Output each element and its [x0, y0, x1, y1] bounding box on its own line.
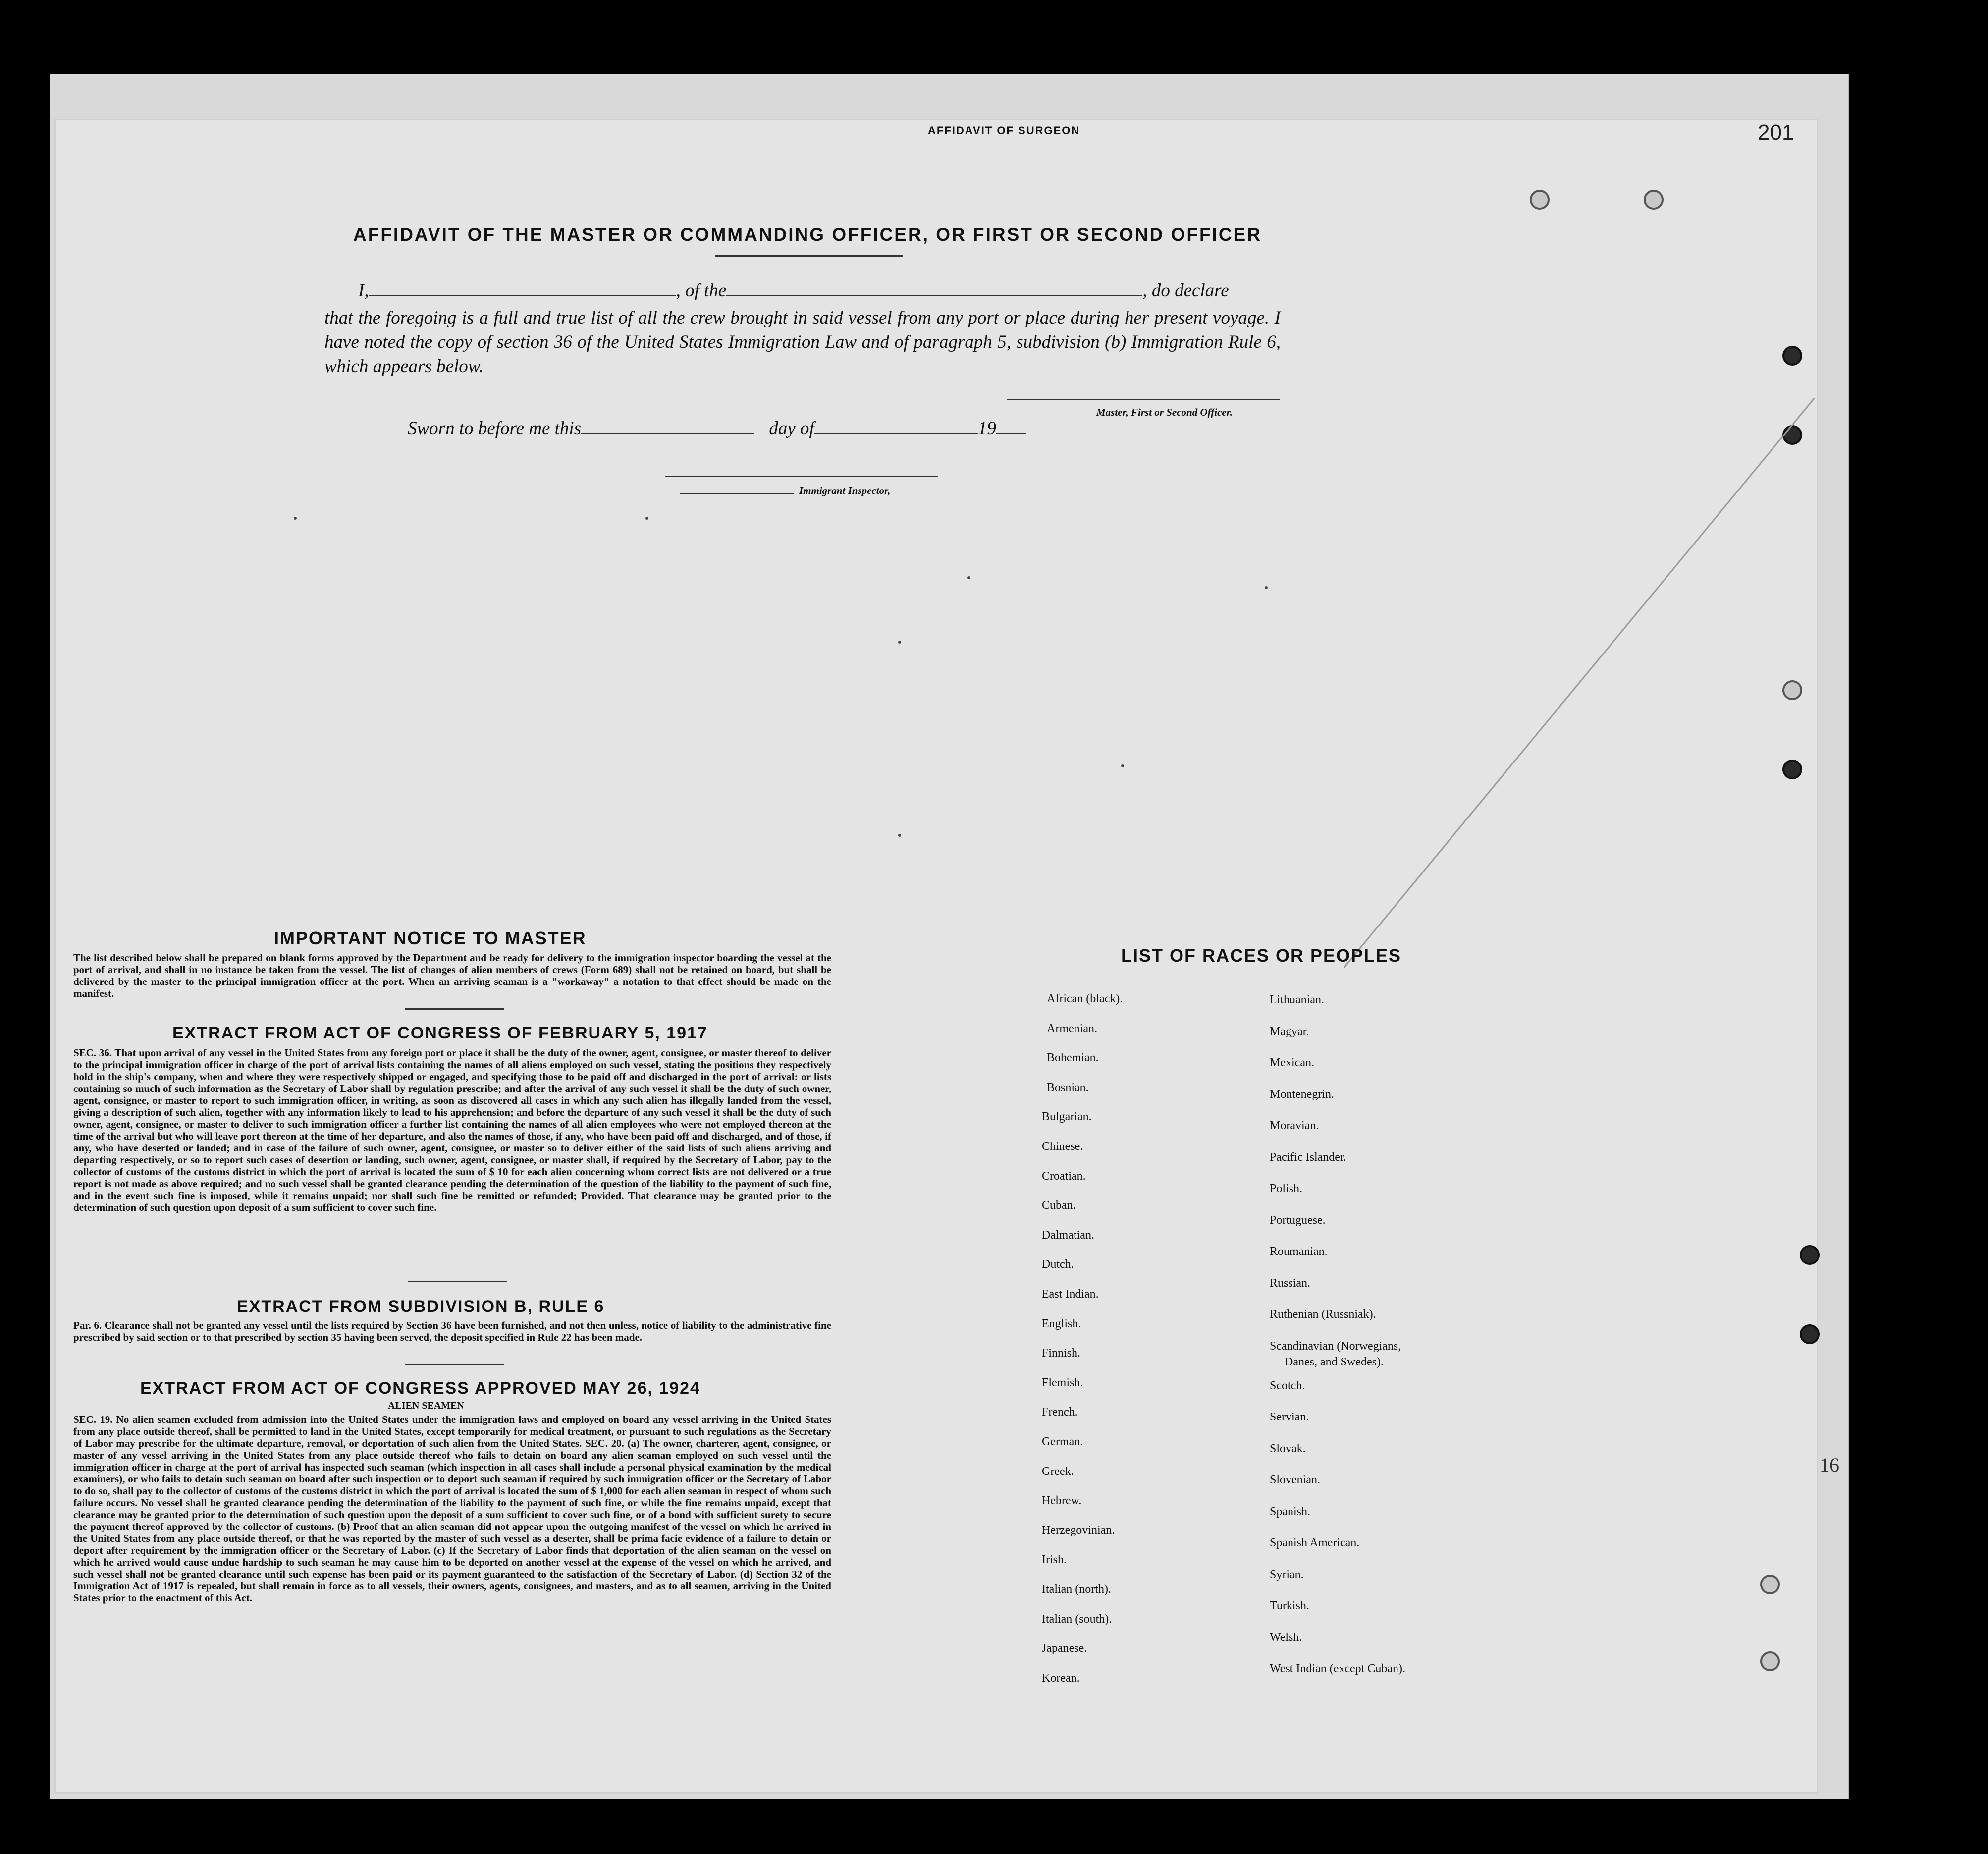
race-item: German.	[1042, 1435, 1083, 1448]
race-item: Spanish.	[1270, 1505, 1311, 1518]
race-item: Greek.	[1042, 1465, 1074, 1478]
inspector-line	[680, 493, 794, 494]
stray-mark	[898, 834, 901, 837]
stray-mark	[967, 576, 970, 579]
extract-1924-title: EXTRACT FROM ACT OF CONGRESS APPROVED MAY 26, 1924	[140, 1379, 700, 1398]
stray-mark	[294, 517, 297, 520]
race-item: Italian (north).	[1042, 1583, 1111, 1596]
extract-1917-body: SEC. 36. That upon arrival of any vessel in the United States from any foreign port or place it shall be the duty of the owner, agent, consignee, or master thereof to deliver to the principal immigration officer in charge of the port of arrival lists containing the names of all aliens employed on such vessel, stating the positions they respectively hold in the ship's company, when and where they were respectively shipped or engaged, and specifying those to be paid off and discharged in the port of arrival: or lists containing so much of such information as the Secretary of Labor shall by regulation prescribe; and after the arrival of any such vessel it shall be the duty of such owner, agent, consignee, or master to report to such immigration officer, in writing, as soon as discovered all cases in which any such alien has illegally landed from the vessel, giving a description of such alien, together with any information likely to lead to his apprehension; and before the departure of any such vessel it shall be the duty of such owner, agent, consignee, or master to deliver to such immigration officer a further list containing the names of all alien employees who were not employed thereon at the time of the arrival but who will leave port thereon at the time of her departure, and also the names of those, if any, who have been paid off and discharged, and of those, if any, who have deserted or landed; and in case of the failure of such owner, agent, consignee, or master so to deliver either of the said lists of such aliens arriving and departing respectively, or so to report such cases of desertion or landing, such owner, agent, consignee, or master shall, if required by the Secretary of Labor, pay to the collector of customs of the customs district in which the port of arrival is located the sum of $ 10 for each alien concerning whom correct lists are not delivered or a true report is not made as above required; and no such vessel shall be granted clearance pending the determination of the question of the liability to the payment of such fine, and in the event such fine is imposed, while it remains unpaid; nor shall such fine be remitted or refunded; Provided. That clearance may be granted prior to the determination of such question upon deposit of a sum sufficient to cover such fine.	[73, 1047, 831, 1213]
affidavit-title: AFFIDAVIT OF THE MASTER OR COMMANDING OFFICER, OR FIRST OR SECOND OFFICER	[353, 224, 1262, 245]
stray-mark	[1265, 586, 1268, 589]
inspector-caption: Immigrant Inspector,	[799, 485, 891, 496]
page-number: 201	[1758, 120, 1794, 145]
race-item: Ruthenian (Russniak).	[1270, 1308, 1376, 1321]
title-rule	[715, 255, 903, 257]
race-item: Finnish.	[1042, 1347, 1081, 1360]
race-item: West Indian (except Cuban).	[1270, 1662, 1405, 1675]
race-item: Flemish.	[1042, 1376, 1083, 1389]
race-item: Russian.	[1270, 1276, 1311, 1290]
stray-mark	[645, 517, 648, 520]
race-item: Lithuanian.	[1270, 993, 1324, 1006]
section-rule	[405, 1008, 504, 1010]
race-item: Polish.	[1270, 1182, 1303, 1195]
race-item: Moravian.	[1270, 1119, 1319, 1132]
race-item: Mexican.	[1270, 1056, 1314, 1069]
top-title: AFFIDAVIT OF SURGEON	[928, 124, 1080, 137]
race-item: Cuban.	[1042, 1199, 1076, 1212]
race-item: Croatian.	[1042, 1169, 1086, 1183]
race-item: Bohemian.	[1047, 1051, 1099, 1065]
sworn-line: Sworn to before me this day of 19	[408, 418, 1026, 439]
race-item: Armenian.	[1047, 1022, 1097, 1035]
races-title: LIST OF RACES OR PEOPLES	[1121, 945, 1402, 966]
race-item: Magyar.	[1270, 1025, 1309, 1038]
extract-1917-title: EXTRACT FROM ACT OF CONGRESS OF FEBRUARY 5, 1917	[172, 1024, 708, 1042]
affidavit-i-label: I, , of the , do declare	[358, 280, 1229, 301]
race-item: African (black).	[1047, 992, 1123, 1005]
stray-mark	[898, 641, 901, 644]
race-item: English.	[1042, 1317, 1081, 1330]
race-item: Korean.	[1042, 1671, 1080, 1685]
punch-hole	[1760, 1651, 1780, 1671]
extract-1924-subtitle: ALIEN SEAMEN	[388, 1400, 464, 1411]
rule6-body: Par. 6. Clearance shall not be granted any vessel until the lists required by Section 36 have been furnished, and not then unless, notice of liability to the administrative fine prescribed by said section or to that prescribed by section 35 having been served, the deposit specified in Rule 22 has been made.	[73, 1319, 831, 1343]
affidavit-body: that the foregoing is a full and true list of all the crew brought in said vessel from any port or place during her present voyage. I have noted the copy of section 36 of the United States Immigration Law and of paragraph 5, subdivision (b) Immigration Rule 6, which appears below.	[324, 308, 1281, 377]
punch-hole	[1644, 190, 1664, 210]
punch-hole	[1782, 346, 1802, 366]
race-item: Dutch.	[1042, 1258, 1074, 1271]
inspector-line-top	[665, 476, 938, 477]
race-item: Slovenian.	[1270, 1473, 1320, 1486]
race-item: Portuguese.	[1270, 1213, 1326, 1227]
rule6-title: EXTRACT FROM SUBDIVISION B, RULE 6	[237, 1297, 605, 1316]
race-item: Welsh.	[1270, 1631, 1302, 1644]
race-item: Scandinavian (Norwegians,	[1270, 1339, 1401, 1353]
signature-caption: Master, First or Second Officer.	[1096, 406, 1233, 418]
signature-line	[1007, 399, 1280, 400]
race-item: Chinese.	[1042, 1140, 1083, 1153]
punch-hole	[1800, 1245, 1820, 1265]
race-item: French.	[1042, 1406, 1078, 1419]
race-item: Irish.	[1042, 1553, 1067, 1567]
race-item: Japanese.	[1042, 1642, 1087, 1655]
notice-title: IMPORTANT NOTICE TO MASTER	[274, 928, 587, 948]
race-item: Montenegrin.	[1270, 1088, 1334, 1101]
page-fold-line	[1344, 398, 1820, 973]
race-item: Danes, and Swedes).	[1285, 1355, 1384, 1368]
race-item: Roumanian.	[1270, 1245, 1328, 1258]
race-item: Italian (south).	[1042, 1612, 1112, 1626]
race-item: Hebrew.	[1042, 1494, 1082, 1508]
punch-hole	[1800, 1324, 1820, 1344]
race-item: Pacific Islander.	[1270, 1150, 1346, 1164]
margin-mark: 16	[1820, 1454, 1839, 1476]
notice-body: The list described below shall be prepared on blank forms approved by the Department and be ready for delivery to the immigration inspector boarding the vessel at the port of arrival, and shall in no instance be taken from the vessel. The list of changes of alien members of crews (Form 689) shall not be retained on board, but shall be delivered by the master to the principal immigration officer at the port. When an arriving seaman is a "workaway" a notation to that effect should be made on the manifest.	[73, 952, 831, 999]
punch-hole	[1530, 190, 1550, 210]
race-item: East Indian.	[1042, 1288, 1099, 1301]
race-item: Bulgarian.	[1042, 1110, 1092, 1124]
race-item: Dalmatian.	[1042, 1228, 1094, 1242]
extract-1924-body: SEC. 19. No alien seamen excluded from admission into the United States under the immigration laws and employed on board any vessel arriving in the United States from any place outside thereof, shall be permitted to land in the United States, except temporarily for medical treatment, or pursuant to such regulations as the Secretary of Labor may prescribe for the ultimate departure, removal, or deportation of such alien from the United States. SEC. 20. (a) The owner, charterer, agent, consignee, or master of any vessel arriving in the United States from any place outside thereof who fails to detain on board any alien seaman employed on such vessel until the immigration officer in charge at the port of arrival has inspected such seaman (which inspection in all cases shall include a personal physical examination by the medical examiners), or who fails to detain such seaman on board after such inspection or to deport such seaman if required by such immigration officer or the Secretary of Labor to do so, shall pay to the collector of customs of the customs district in which the port of arrival is located the sum of $ 1,000 for each alien seaman in respect of whom such failure occurs. No vessel shall be granted clearance pending the determination of the liability to the payment of such fine, or while the fine remains unpaid, except that clearance may be granted prior to the determination of such question upon the deposit of a sum sufficient to cover such fine, or of a bond with sufficient surety to secure the payment thereof approved by the collector of customs. (b) Proof that an alien seaman did not appear upon the outgoing manifest of the vessel on which he arrived in the United States from any place outside thereof, or that he was reported by the master of such vessel as a deserter, shall be prima facie evidence of a failure to detain or deport after requirement by the immigration officer or the Secretary of Labor. (c) If the Secretary of Labor finds that deportation of the alien seaman on the vessel on which he arrived would cause undue hardship to such seaman he may cause him to be deported on another vessel at the expense of the vessel on which he arrived, and such vessel shall not be granted clearance until such expense has been paid or its payment guaranteed to the satisfaction of the Secretary of Labor. (d) Section 32 of the Immigration Act of 1917 is repealed, but shall remain in force as to all vessels, their owners, agents, consignees, and masters, and as to all seamen, arriving in the United States prior to the enactment of this Act.	[73, 1414, 831, 1604]
race-item: Herzegovinian.	[1042, 1524, 1115, 1537]
stray-mark	[1121, 764, 1124, 767]
race-item: Turkish.	[1270, 1599, 1309, 1612]
section-rule	[408, 1281, 507, 1282]
race-item: Syrian.	[1270, 1568, 1304, 1581]
race-item: Slovak.	[1270, 1442, 1306, 1455]
race-item: Servian.	[1270, 1411, 1309, 1423]
race-item: Bosnian.	[1047, 1081, 1089, 1094]
section-rule	[405, 1364, 504, 1365]
punch-hole	[1760, 1575, 1780, 1594]
race-item: Spanish American.	[1270, 1536, 1360, 1549]
race-item: Scotch.	[1270, 1379, 1305, 1392]
document-page	[54, 119, 1839, 1794]
